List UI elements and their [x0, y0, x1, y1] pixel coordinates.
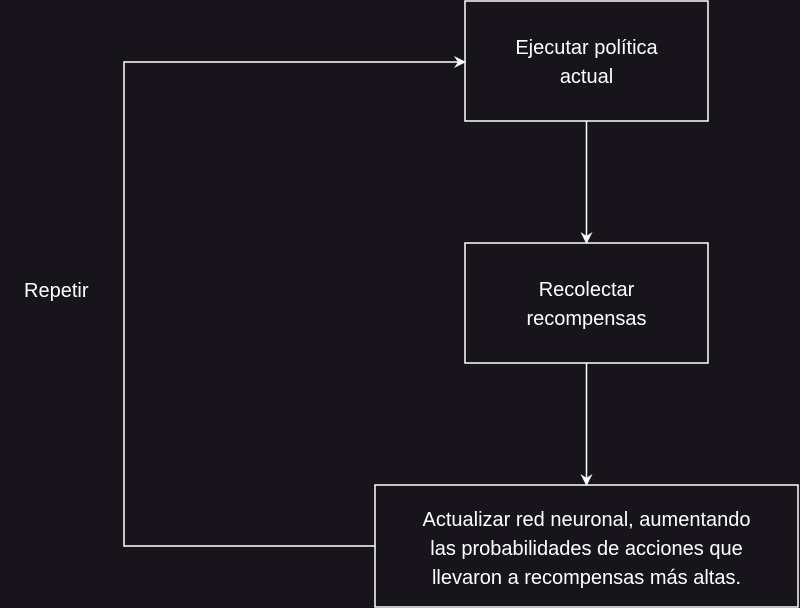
node-collect-rewards-line1: Recolectar — [538, 279, 635, 301]
node-update-network — [375, 485, 798, 607]
node-update-network-line1: Actualizar red neuronal, aumentando — [422, 509, 751, 531]
node-collect-rewards-box — [465, 243, 708, 363]
node-update-network-line3: llevaron a recompensas más altas. — [431, 567, 742, 589]
node-update-network-line2: las probabilidades de acciones que — [430, 538, 743, 560]
node-collect-rewards — [465, 243, 708, 363]
loop-label: Repetir — [24, 280, 89, 302]
node-collect-rewards-line2: recompensas — [526, 308, 647, 330]
node-execute-policy-line2: actual — [559, 66, 614, 88]
arrow-loop-repeat — [124, 62, 464, 546]
node-execute-policy-line1: Ejecutar política — [515, 37, 658, 59]
node-execute-policy-box — [465, 1, 708, 121]
node-execute-policy — [465, 1, 708, 121]
